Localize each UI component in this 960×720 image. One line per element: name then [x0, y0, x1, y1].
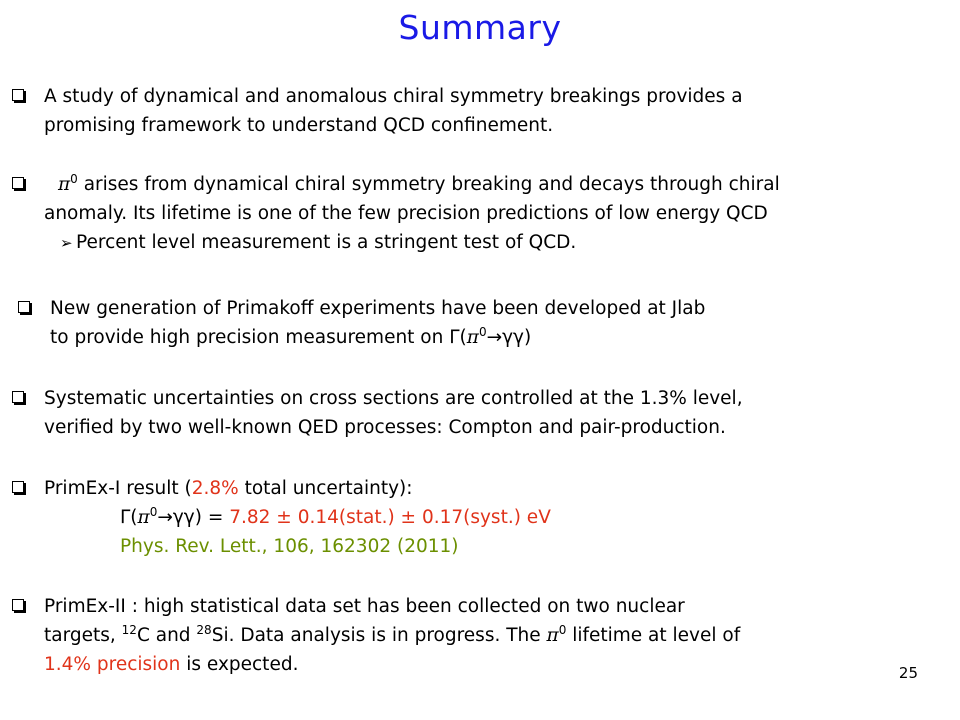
arrow-bullet-icon: ➢: [60, 234, 73, 252]
bullet-text-line: promising framework to understand QCD confinement.: [44, 115, 554, 136]
text-fragment: total uncertainty):: [238, 478, 413, 499]
text-fragment: is expected.: [180, 654, 299, 675]
checkbox-bullet-icon: [12, 89, 24, 101]
superscript: 0: [478, 324, 487, 339]
bullet-text-line: [18, 323, 705, 352]
bullet-text-line: anomaly. Its lifetime is one of the few precision predictions of low energy QCD: [44, 203, 768, 224]
pi-symbol: π: [466, 327, 479, 348]
text-fragment: lifetime at level of: [566, 625, 741, 646]
checkbox-bullet-icon: [12, 599, 24, 611]
text-fragment: PrimEx-I result (: [44, 478, 192, 499]
checkbox-bullet-icon: [18, 301, 30, 313]
text-fragment: targets,: [44, 625, 122, 646]
bullet-text-line: [12, 621, 740, 650]
checkbox-bullet-icon: [12, 177, 24, 189]
text-fragment: to provide high precision measurement on Γ(: [50, 327, 467, 348]
checkbox-bullet-icon: [12, 391, 24, 403]
text-fragment: →γγ) =: [157, 507, 230, 528]
superscript: 0: [149, 504, 158, 519]
pi-symbol: π: [58, 174, 71, 195]
journal-reference: Phys. Rev. Lett., 106, 162302 (2011): [120, 536, 459, 557]
precision-highlight: 1.4% precision: [44, 654, 181, 675]
checkbox-bullet-icon: [12, 481, 24, 493]
bullet-text-line: New generation of Primakoff experiments have been developed at Jlab: [50, 298, 706, 319]
bullet-text-line: A study of dynamical and anomalous chiral symmetry breakings provides a: [44, 86, 743, 107]
sub-bullet: [12, 228, 780, 258]
result-formula: [12, 503, 551, 532]
bullet-primakoff: [18, 294, 705, 352]
bullet-text-line: [12, 474, 551, 503]
bullet-systematics: [12, 384, 743, 442]
pi-symbol: π: [137, 507, 150, 528]
bullet-primex-1: [12, 474, 551, 561]
bullet-pi0-decay: [12, 170, 780, 258]
superscript: 12: [121, 622, 137, 637]
superscript: 0: [70, 171, 78, 186]
page-number: 25: [898, 664, 918, 682]
slide-title: Summary: [398, 8, 562, 47]
bullet-text-line: PrimEx-II : high statistical data set has been collected on two nuclear: [44, 596, 685, 617]
superscript: 28: [196, 622, 212, 637]
text-fragment: →γγ): [486, 327, 532, 348]
bullet-primex-2: [12, 592, 740, 679]
bullet-chiral-symmetry: [12, 82, 743, 140]
bullet-text-line: Systematic uncertainties on cross sections are controlled at the 1.3% level,: [44, 388, 743, 409]
text-fragment: Γ(: [120, 507, 138, 528]
uncertainty-highlight: 2.8%: [191, 478, 239, 499]
pi-symbol: π: [546, 625, 559, 646]
bullet-text-line: [12, 650, 740, 679]
text-fragment: arises from dynamical chiral symmetry breaking and decays through chiral: [77, 174, 780, 195]
superscript: 0: [558, 622, 567, 637]
sub-bullet-text: Percent level measurement is a stringent test of QCD.: [76, 232, 577, 253]
result-value: 7.82 ± 0.14(stat.) ± 0.17(syst.) eV: [229, 507, 551, 528]
text-fragment: Si. Data analysis is in progress. The: [211, 625, 547, 646]
bullet-text-line: verified by two well-known QED processes: Compton and pair-production.: [44, 417, 726, 438]
text-fragment: C and: [136, 625, 197, 646]
bullet-text-line: [12, 170, 780, 199]
